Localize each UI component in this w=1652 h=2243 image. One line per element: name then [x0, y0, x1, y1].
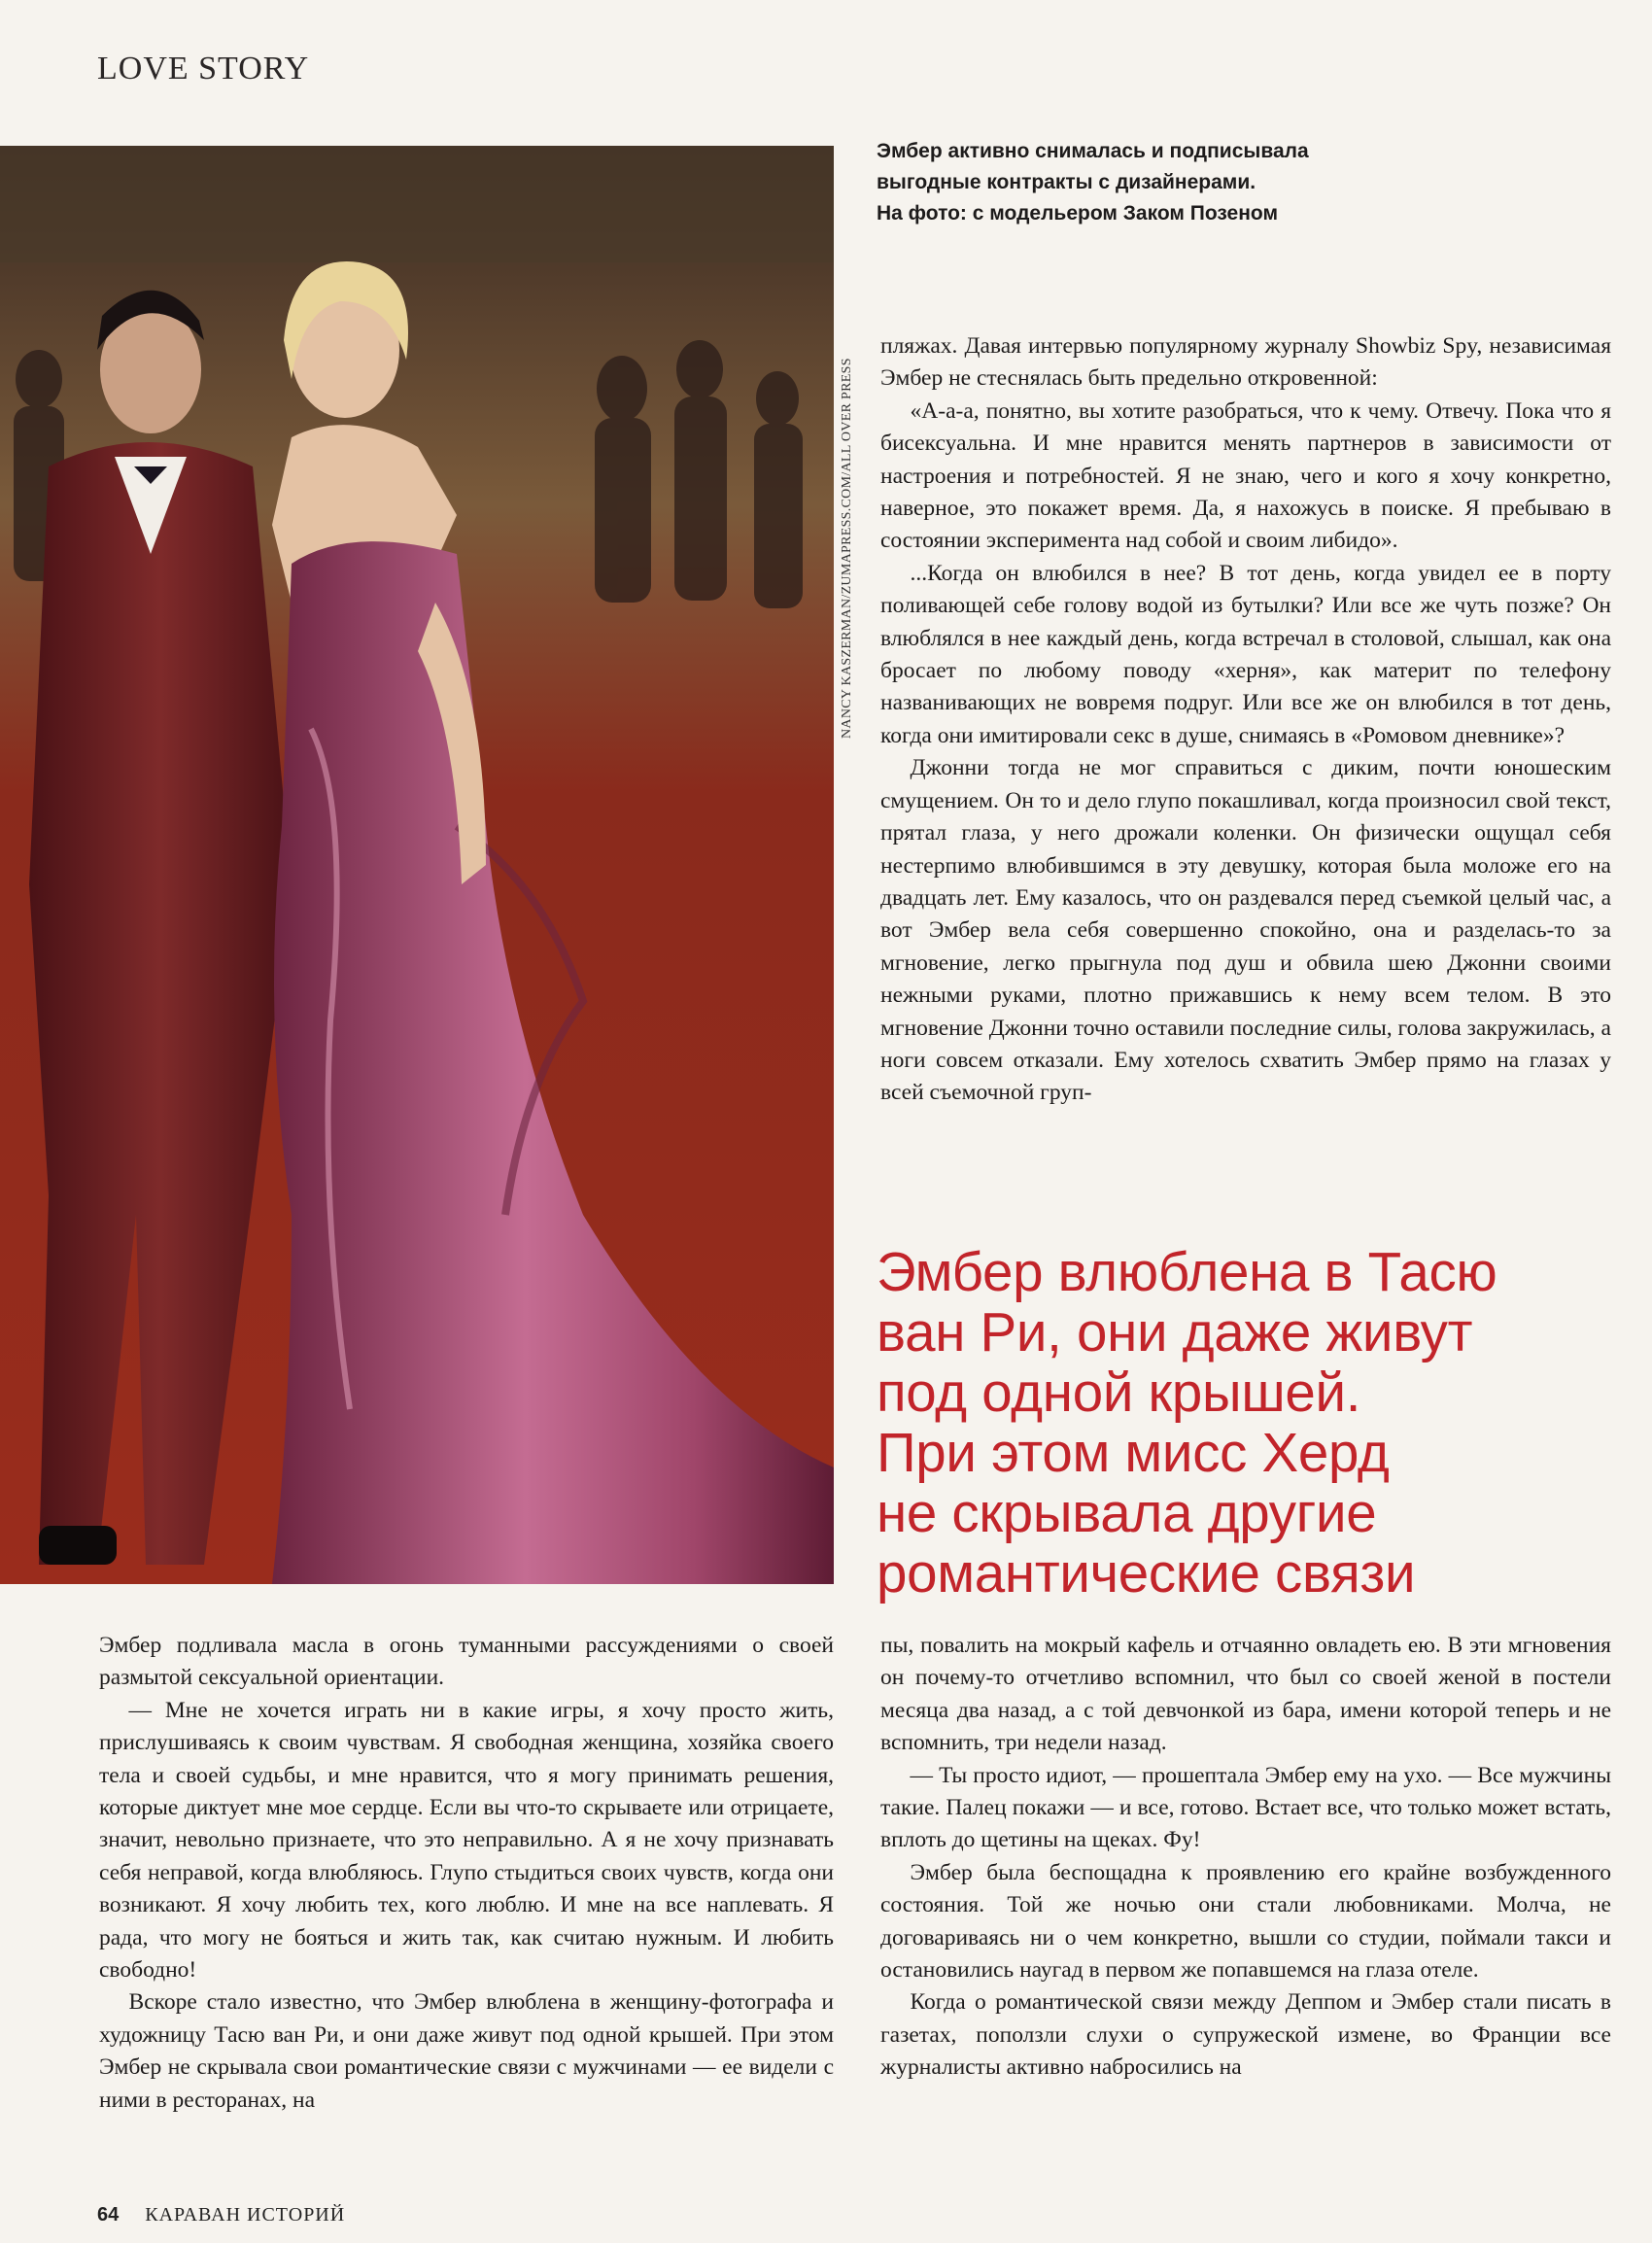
caption-line: Эмбер активно снималась и подписывала: [877, 140, 1309, 162]
paragraph: пляжах. Давая интервью популярному журналу Showbiz Spy, независимая Эмбер не стеснялась быть предельно откровенной:: [880, 333, 1611, 392]
paragraph: Эмбер подливала масла в огонь туманными рассуждениями о своей размытой сексуальной ориентации.: [99, 1633, 834, 1691]
caption-line: На фото: с модельером Заком Позеном: [877, 202, 1278, 224]
paragraph: — Мне не хочется играть ни в какие игры, я хочу просто жить, прислушиваясь к своим чувствам. Я свободная женщина, хозяйка своего тела и своей судьбы, и мне нравится, что я могу принимать решения, которые диктует мне мое сердце. Если вы что-то скрываете или отрицаете, значит, невольно признаете, что это неправильно. А я не хочу признавать себя неправой, когда влюбляюсь. Глупо стыдиться своих чувств, когда они возникают. Я хочу любить тех, кого люблю. И мне на все наплевать. Я рада, что могу не бояться и жить так, как считаю нужным. И любить свободно!: [99, 1697, 834, 1984]
couple-photo-illustration: [0, 146, 834, 1584]
page-number: 64: [97, 2204, 120, 2226]
article-column-bottom-right: [880, 1630, 1611, 2085]
pull-quote-line: под одной крышей.: [877, 1362, 1361, 1423]
magazine-name: КАРАВАН ИСТОРИЙ: [145, 2204, 346, 2226]
article-column-right-top: [880, 330, 1611, 1110]
paragraph: «А-а-а, понятно, вы хотите разобраться, что к чему. Отвечу. Пока что я бисексуальна. И мне нравится менять партнеров в зависимости от настроения и потребностей. Я не знаю, чего и кого я хочу конкретно, наверное, это покажет время. Да, я нахожусь в поиске. Я пребываю в состоянии эксперимента над собой и своим либидо».: [880, 397, 1611, 554]
paragraph: пы, повалить на мокрый кафель и отчаянно овладеть ею. В эти мгновения он почему-то отчетливо вспомнил, что был со своей женой в постели месяца два назад, а с той девчонкой из бара, имени которой теперь и не вспомнить, три недели назад.: [880, 1633, 1611, 1756]
pull-quote-line: романтические связи: [877, 1542, 1416, 1604]
pull-quote-line: Эмбер влюблена в Тасю: [877, 1241, 1497, 1302]
section-title: LOVE STORY: [97, 51, 310, 86]
paragraph: Эмбер была беспощадна к проявлению его крайне возбужденного состояния. Той же ночью они стали любовниками. Молча, не договариваясь ни о чем конкретно, вышли со студии, поймали такси и остановились наугад в первом же попавшемся на глаза отеле.: [880, 1859, 1611, 1984]
couple-photo: [0, 146, 834, 1584]
paragraph: Когда о романтической связи между Деппом и Эмбер стали писать в газетах, поползли слухи о супружеской измене, во Франции все журналисты активно набросились на: [880, 1989, 1611, 2081]
photo-caption: [877, 136, 1382, 229]
pull-quote-line: не скрывала другие: [877, 1482, 1377, 1543]
pull-quote: [877, 1242, 1625, 1604]
article-column-bottom-left: [99, 1630, 834, 2117]
pull-quote-line: ван Ри, они даже живут: [877, 1301, 1473, 1363]
page-footer: [97, 2204, 345, 2226]
paragraph: ...Когда он влюбился в нее? В тот день, когда увидел ее в порту поливающей себе голову водой из бутылки? Или все же чуть позже? Он влюблялся в нее каждый день, когда встречал в столовой, слышал, как она бросает по любому поводу «херня», как материт по телефону названивающих не вовремя подруг. Или все же он влюбился в тот день, когда они имитировали секс в душе, снимаясь в «Ромовом дневнике»?: [880, 560, 1611, 748]
paragraph: Вскоре стало известно, что Эмбер влюблена в женщину-фотографа и художницу Тасю ван Ри, и они даже живут под одной крышей. При этом Эмбер не скрывала свои романтические связи с мужчинами — ее видели с ними в ресторанах, на: [99, 1989, 834, 2113]
paragraph: Джонни тогда не мог справиться с диким, почти юношеским смущением. Он то и дело глупо покашливал, когда произносил свой текст, прятал глаза, у него дрожали коленки. Он физически ощущал себя нестерпимо влюбившимся в эту девушку, которая была моложе его на двадцать лет. Ему казалось, что он раздевался перед съемкой целый час, а вот Эмбер вела себя совершенно спокойно, она и разделась-то за мгновение, легко прыгнула под душ и обвила шею Джонни своими нежными руками, плотно прижавшись к нему всем телом. В это мгновение Джонни точно оставили последние силы, голова закружилась, а ноги совсем отказали. Ему хотелось схватить Эмбер прямо на глазах у всей съемочной груп-: [880, 755, 1611, 1106]
pull-quote-line: При этом мисс Херд: [877, 1422, 1390, 1483]
paragraph: — Ты просто идиот, — прошептала Эмбер ему на ухо. — Все мужчины такие. Палец покажи — и все, готово. Встает все, что только может встать, вплоть до щетины на щеках. Фу!: [880, 1762, 1611, 1853]
photo-credit: NANCY KASZERMAN/ZUMAPRESS.COM/ALL OVER PRESS: [840, 358, 854, 739]
caption-line: выгодные контракты с дизайнерами.: [877, 171, 1256, 193]
